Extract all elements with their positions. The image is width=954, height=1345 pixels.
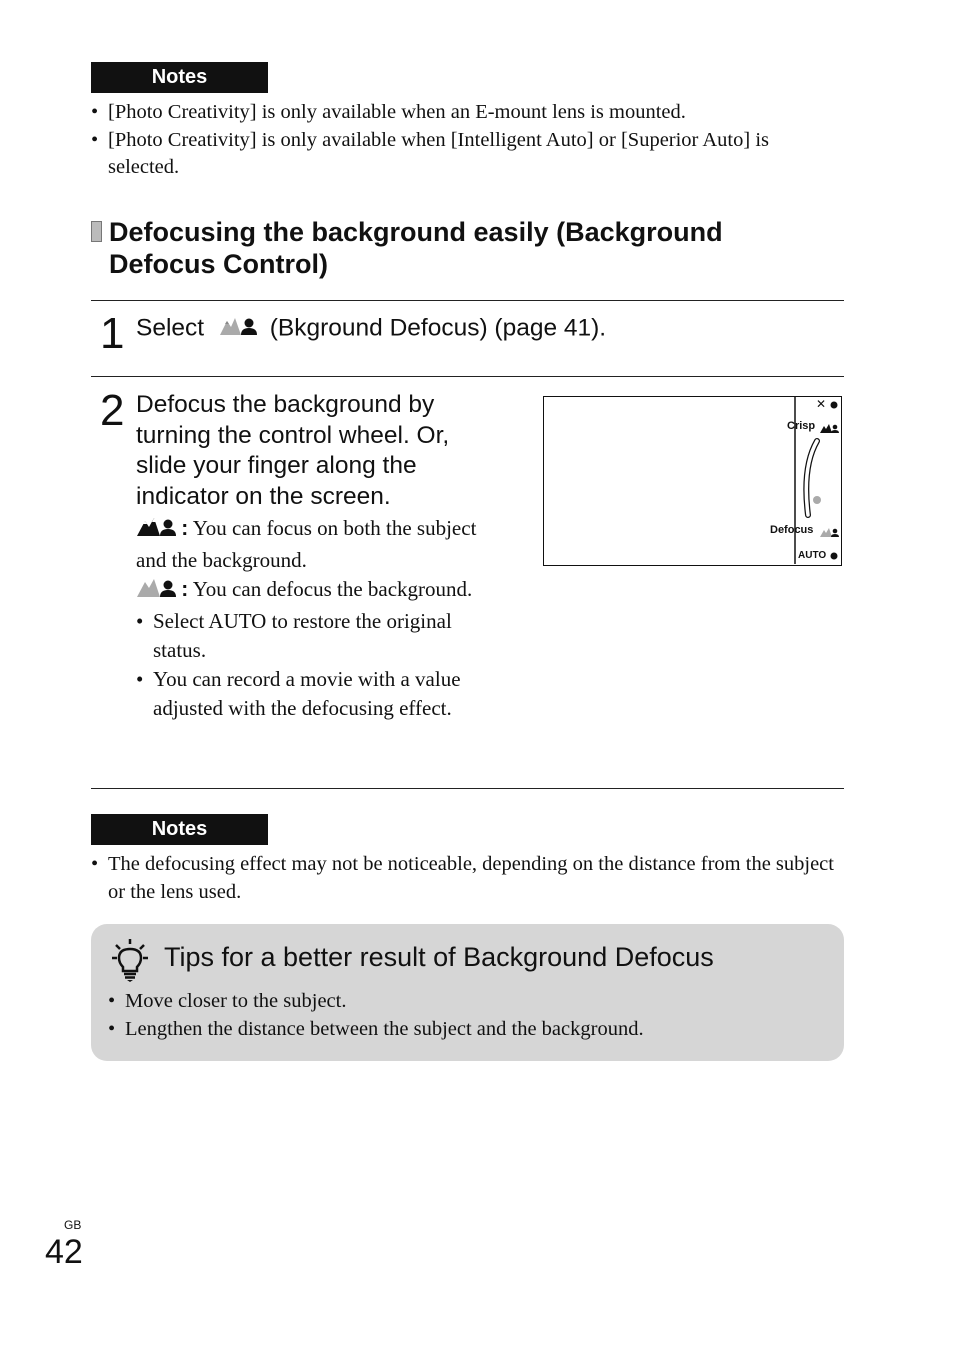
note-item: • [Photo Creativity] is only available when an E-mount lens is mounted. [91,99,841,127]
step-number: 1 [100,309,125,358]
section-marker-icon [91,221,102,242]
crisp-small-icon [820,424,839,433]
page-number: 42 [45,1233,83,1271]
colon: : [181,517,189,540]
lightbulb-icon [111,938,149,987]
tips-list [108,988,828,1043]
note-item: • The defocusing effect may not be noticeable, depending on the distance from the subject or the lens used. [91,851,841,906]
defocus-label: Defocus [770,524,814,536]
section-heading [91,216,831,280]
page-region-code: GB [64,1218,82,1232]
defocus-desc-text: You can defocus the background. [192,577,473,602]
defocus-description [136,575,506,607]
tips-title: Tips for a better result of Background Defocus [164,942,714,972]
notes-label: Notes [91,62,268,93]
notes-list [91,851,841,906]
notes-label: Notes [91,814,268,845]
list-item: • Select AUTO to restore the original status. [136,607,506,665]
step-2-text: Defocus the background by turning the control wheel. Or, slide your finger along the indicator on the screen. [136,391,450,510]
defocus-icon [136,575,176,607]
step-1-text-after: (Bkground Defocus) (page 41). [269,314,607,342]
list-item: • You can record a movie with a value adjusted with the defocusing effect. [136,665,506,723]
notes-list [91,99,841,182]
crisp-label: Crisp [787,420,816,432]
note-item: • [Photo Creativity] is only available when [Intelligent Auto] or [Superior Auto] is selected. [91,127,841,182]
step-1-text-before: Select [136,314,205,342]
tips-box [91,924,844,1061]
defocus-small-icon [820,528,839,537]
close-icon: ✕ [816,397,827,411]
step-2-details [136,514,506,723]
step-2-bullets [136,607,506,723]
step-number: 2 [100,386,125,435]
camera-screen-illustration [543,396,842,566]
crisp-icon [136,514,176,546]
colon: : [181,578,189,602]
list-item: • Lengthen the distance between the subject and the background. [108,1016,828,1044]
crisp-desc-text: You can focus on both the subject and the background. [136,516,477,573]
divider [91,788,844,789]
auto-label: AUTO [798,550,827,561]
list-item: • Move closer to the subject. [108,988,828,1016]
divider [91,376,844,377]
section-title: Defocusing the background easily (Background Defocus Control) [109,217,723,279]
crisp-description [136,514,506,575]
divider [91,300,844,301]
step-1-text [136,313,606,346]
bkground-defocus-icon [219,313,257,346]
